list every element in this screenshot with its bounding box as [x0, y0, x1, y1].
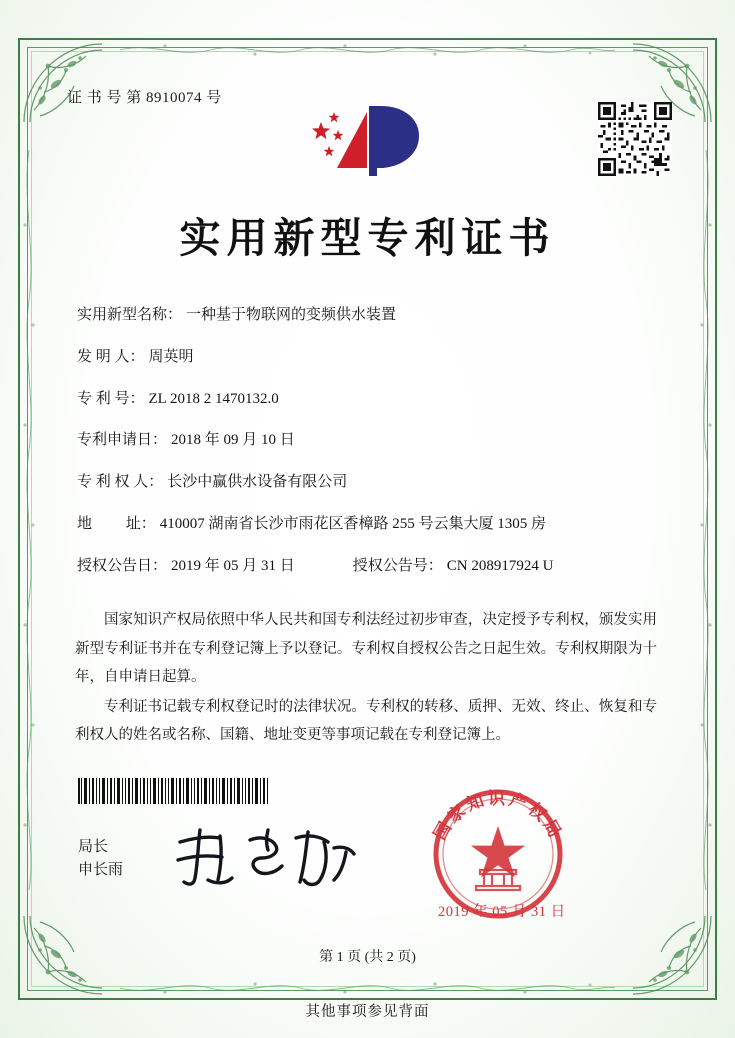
field-label: 专 利 权 人： [77, 474, 164, 490]
field-row-patent-number [77, 392, 680, 408]
field-label: 专 利 号： [77, 390, 145, 407]
field-row-application-date [77, 433, 680, 449]
field-row-patentee [77, 475, 680, 491]
field-row-address [77, 517, 680, 533]
field-label: 实用新型名称： [77, 307, 183, 323]
field-label-grant-number: 授权公告号： [352, 557, 443, 574]
field-row-inventor [77, 350, 680, 366]
seal-date: 2019 年 05 月 31 日 [438, 904, 566, 920]
signature-name: 申长雨 [78, 862, 124, 879]
field-value-grant-date: 2019 年 05 月 31 日 [171, 557, 295, 574]
edge-ornament-icon [21, 150, 37, 890]
page-title: 实用新型专利证书 [179, 214, 556, 262]
field-value: 410007 湖南省长沙市雨花区香樟路 255 号云集大厦 1305 房 [159, 515, 547, 532]
field-value: 一种基于物联网的变频供水装置 [186, 307, 397, 323]
legal-paragraph-2: 专利证书记载专利权登记时的法律状况。专利权的转移、质押、无效、终止、恢复和专利权人的姓名或名称、国籍、地址变更等事项记载在专利登记簿上。 [75, 699, 657, 744]
cnipa-logo-icon [307, 102, 437, 182]
field-label: 专利申请日： [77, 432, 168, 449]
page-number: 第 1 页 (共 2 页) [319, 950, 416, 965]
field-value: 2018 年 09 月 10 日 [171, 432, 295, 449]
field-label: 地 址： [77, 515, 156, 532]
svg-text:国家知识产权局: 国家知识产权局 [430, 789, 566, 844]
field-value: ZL 2018 2 1470132.0 [148, 390, 279, 407]
legal-text [75, 606, 657, 749]
field-label-grant-date: 授权公告日： [77, 557, 168, 574]
certificate-content [55, 86, 680, 752]
signature-handwriting-icon [168, 822, 368, 892]
signature-title: 局长 [78, 839, 109, 855]
field-value: 周英明 [148, 348, 194, 365]
qr-code-icon [598, 102, 672, 176]
field-list [77, 308, 680, 574]
field-row-utility-model-name [77, 308, 680, 324]
signature-block [78, 836, 123, 883]
edge-ornament-icon [120, 979, 615, 997]
certificate-number: 证 书 号 第 8910074 号 [67, 90, 222, 106]
legal-paragraph-1: 国家知识产权局依照中华人民共和国专利法经过初步审查，决定授予专利权，颁发实用新型专利证书并在专利登记簿上予以登记。专利权自授权公告之日起生效。专利权期限为十年，自申请日起算。 [75, 612, 657, 685]
field-value-grant-number: CN 208917924 U [446, 557, 554, 574]
field-label: 发 明 人： [77, 348, 145, 365]
barcode [78, 778, 270, 804]
edge-ornament-icon [698, 150, 714, 890]
edge-ornament-icon [120, 41, 615, 59]
footer-note: 其他事项参见背面 [305, 1004, 430, 1020]
field-value: 长沙中赢供水设备有限公司 [167, 474, 348, 490]
field-row-grant-announcement [77, 559, 680, 575]
